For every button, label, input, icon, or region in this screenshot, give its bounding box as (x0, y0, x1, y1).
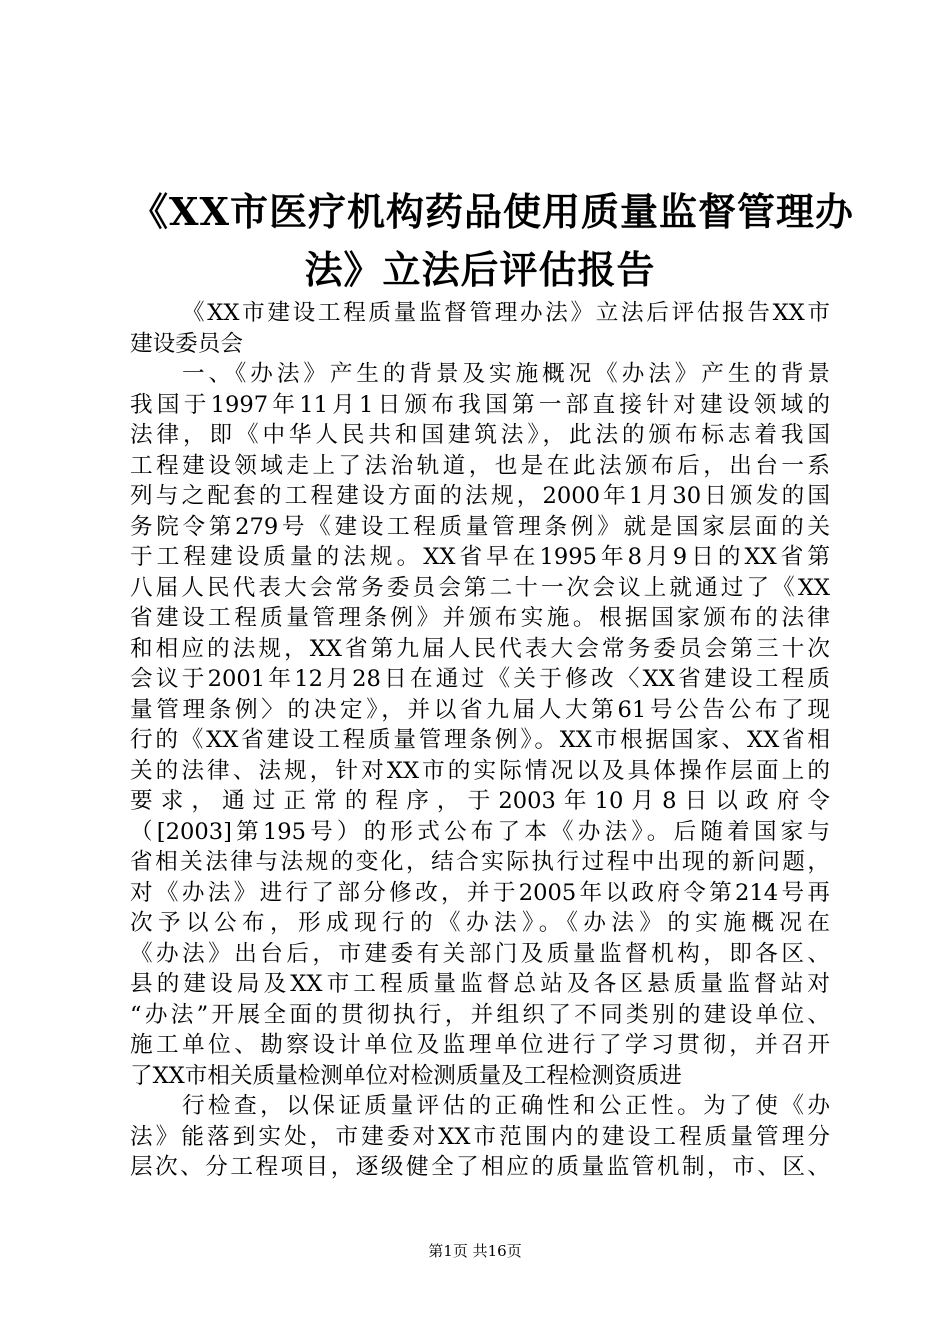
body-line: 施工单位、勘察设计单位及监理单位进行了学习贯彻，并召开 (130, 1032, 830, 1058)
document-title-line-2: 法》立法后评估报告 (304, 247, 656, 292)
body-line: 行检查，以保证质量评估的正确性和公正性。为了使《办 (182, 1093, 830, 1119)
body-line: 《XX市建设工程质量监督管理办法》立法后评估报告XX市 (182, 300, 830, 326)
body-line: 工程建设领域走上了法治轨道，也是在此法颁布后，出台一系 (130, 452, 830, 479)
body-line: 要求，通过正常的程序，于2003年10月8日以政府令 (130, 788, 830, 814)
body-line: 省建设工程质量管理条例》并颁布实施。根据国家颁布的法律 (130, 605, 830, 631)
body-line: 法》能落到实处，市建委对XX市范围内的建设工程质量管理分 (130, 1123, 830, 1150)
body-line: 行的《XX省建设工程质量管理条例》。XX市根据国家、XX省相 (130, 727, 830, 753)
body-line: 和相应的法规，XX省第九届人民代表大会常务委员会第三十次 (130, 635, 830, 662)
document-title-line-1: 《XX市医疗机构药品使用质量监督管理办 (130, 189, 854, 234)
body-line: 县的建设局及XX市工程质量监督总站及各区悬质量监督站对 (130, 971, 830, 997)
body-line: 省相关法律与法规的变化，结合实际执行过程中出现的新问题， (130, 849, 830, 875)
body-line: 建设委员会 (130, 330, 243, 357)
body-line: 层次、分工程项目，逐级健全了相应的质量监管机制，市、区、 (130, 1154, 830, 1180)
body-line: 一、《办法》产生的背景及实施概况《办法》产生的背景 (182, 361, 830, 387)
document-body (130, 298, 830, 1183)
body-line: 对《办法》进行了部分修改，并于2005年以政府令第214号再 (130, 879, 830, 906)
body-line: 列与之配套的工程建设方面的法规，2000年1月30日颁发的国 (130, 483, 830, 509)
body-line: 法律，即《中华人民共和国建筑法》，此法的颁布标志着我国 (130, 422, 830, 448)
body-line: 务院令第279号《建设工程质量管理条例》就是国家层面的关 (130, 513, 830, 540)
page-footer: 第1页 共16页 (428, 1242, 522, 1260)
body-line: 《办法》出台后，市建委有关部门及质量监督机构，即各区、 (130, 940, 830, 967)
body-line: “办法”开展全面的贯彻执行，并组织了不同类别的建设单位、 (130, 1001, 830, 1028)
body-line: 量管理条例〉的决定》，并以省九届人大第61号公告公布了现 (130, 696, 830, 723)
body-line: 会议于2001年12月28日在通过《关于修改〈XX省建设工程质 (130, 666, 830, 692)
body-line: 我国于1997年11月1日颁布我国第一部直接针对建设领域的 (130, 391, 830, 418)
body-line: 于工程建设质量的法规。XX省早在1995年8月9日的XX省第 (130, 544, 830, 570)
body-line: 八届人民代表大会常务委员会第二十一次会议上就通过了《XX (130, 574, 830, 601)
body-line: 次予以公布，形成现行的《办法》。《办法》的实施概况在 (130, 910, 830, 936)
body-line: 了XX市相关质量检测单位对检测质量及工程检测资质进 (130, 1062, 682, 1089)
body-line: （[2003]第195号）的形式公布了本《办法》。后随着国家与 (130, 818, 830, 845)
body-line: 关的法律、法规，针对XX市的实际情况以及具体操作层面上的 (130, 757, 830, 784)
